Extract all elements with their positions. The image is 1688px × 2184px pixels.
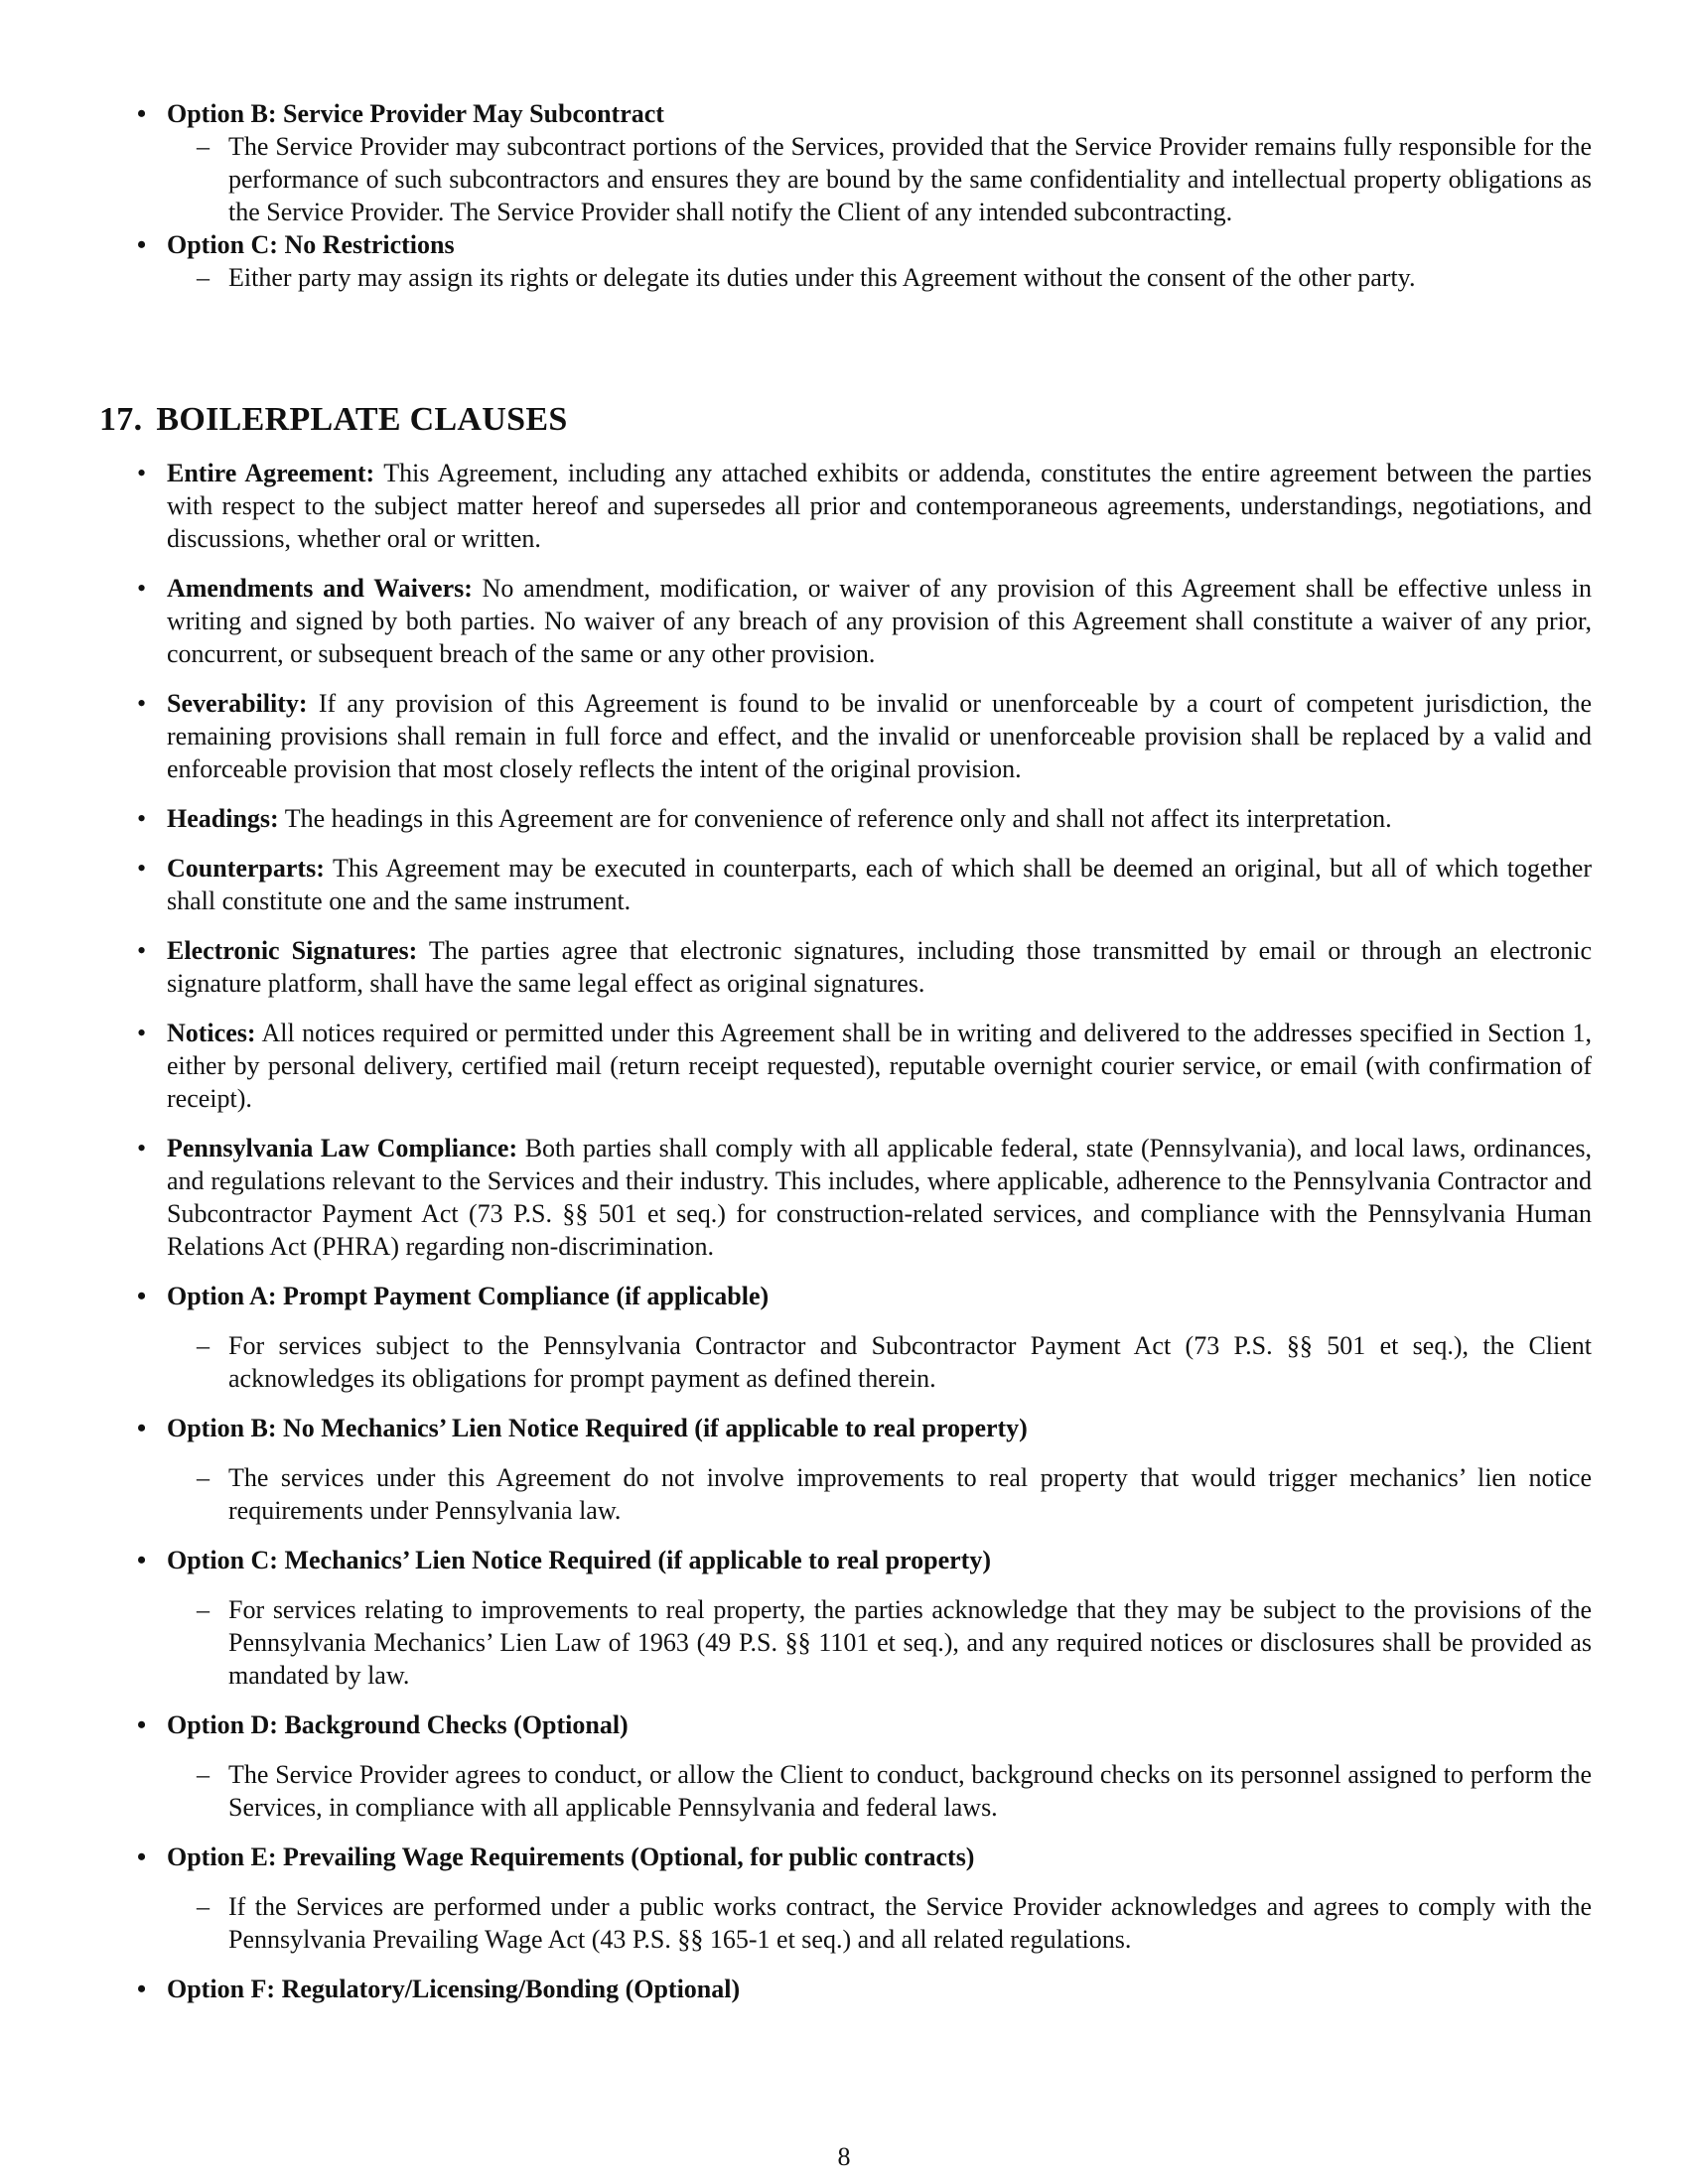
clause-label: Counterparts: [167, 854, 325, 883]
boilerplate-clauses [167, 457, 1592, 2005]
clause-text: If any provision of this Agreement is found to be invalid or unenforceable by a court of competent jurisdiction, the remaining provisions shall remain in full force and effect, and the invalid or unenforceable provision shall be replaced by a valid and enforceable provision that most closely reflects the intent of the original provision. [167, 689, 1592, 783]
option-title: • Option A: Prompt Payment Compliance (if applicable) [167, 1280, 1592, 1312]
clause-text: This Agreement, including any attached exhibits or addenda, constitutes the entire agreement between the parties with respect to the subject matter hereof and supersedes all prior and contemporaneous agreements, understandings, negotiations, and discussions, whether oral or written. [167, 459, 1593, 553]
option-text: – For services subject to the Pennsylvania Contractor and Subcontractor Payment Act (73 P.S. §§ 501 et seq.), the Client acknowledges its obligations for prompt payment as defined therein. [228, 1329, 1592, 1395]
option-text: – The Service Provider agrees to conduct, or allow the Client to conduct, background checks on its personnel assigned to perform the Services, in compliance with all applicable Pennsylvania and federal laws. [228, 1758, 1592, 1824]
clause-text: This Agreement may be executed in counterparts, each of which shall be deemed an original, but all of which together shall constitute one and the same instrument. [167, 854, 1593, 915]
list-item [167, 687, 1592, 785]
option-title: • Option F: Regulatory/Licensing/Bonding (Optional) [167, 1973, 1592, 2005]
clause-label: Entire Agreement: [167, 459, 375, 487]
option-b-subcontract-text: – The Service Provider may subcontract portions of the Services, provided that the Service Provider remains fully responsible for the performance of such subcontractors and ensures they are bound by the same confidentiality and intellectual property obligations as the Service Provider. The Service Provider shall notify the Client of any intended subcontracting. [228, 130, 1592, 228]
clause-text: The parties agree that electronic signatures, including those transmitted by email or through an electronic signature platform, shall have the same legal effect as original signatures. [167, 936, 1593, 998]
list-item [167, 852, 1592, 917]
list-item [167, 1017, 1592, 1115]
list-item [167, 802, 1592, 835]
section-heading [99, 401, 568, 439]
option-text: – The services under this Agreement do not involve improvements to real property that would trigger mechanics’ lien notice requirements under Pennsylvania law. [228, 1461, 1592, 1527]
clause-label: Amendments and Waivers: [167, 574, 473, 603]
option-title: • Option C: Mechanics’ Lien Notice Required (if applicable to real property) [167, 1544, 1592, 1576]
clause-label: Headings: [167, 804, 279, 833]
clause-label: Notices: [167, 1019, 256, 1047]
option-title: • Option D: Background Checks (Optional) [167, 1708, 1592, 1741]
option-text: – For services relating to improvements to real property, the parties acknowledge that they may be subject to the provisions of the Pennsylvania Mechanics’ Lien Law of 1963 (49 P.S. §§ 1101 et seq.), and any required notices or disclosures shall be provided as mandated by law. [228, 1593, 1592, 1692]
list-item [167, 457, 1592, 555]
clause-text: The headings in this Agreement are for convenience of reference only and shall not affect its interpretation. [284, 804, 1392, 833]
list-item [167, 934, 1592, 1000]
clause-label: Electronic Signatures: [167, 936, 418, 965]
option-title: • Option B: No Mechanics’ Lien Notice Required (if applicable to real property) [167, 1412, 1592, 1444]
option-b-subcontract-title: • Option B: Service Provider May Subcontract [167, 97, 1592, 130]
clause-text: All notices required or permitted under this Agreement shall be in writing and delivered to the addresses specified in Section 1, either by personal delivery, certified mail (return receipt requested), reputable overnight courier service, or email (with confirmation of receipt). [167, 1019, 1592, 1113]
clause-text: Both parties shall comply with all applicable federal, state (Pennsylvania), and local laws, ordinances, and regulations relevant to the Services and their industry. This includes, where applicable, adherence to the Pennsylvania Contractor and Subcontractor Payment Act (73 P.S. §§ 501 et seq.) for construction-related services, and compliance with the Pennsylvania Human Relations Act (PHRA) regarding non-discrimination. [167, 1134, 1593, 1261]
option-title: • Option E: Prevailing Wage Requirements (Optional, for public contracts) [167, 1841, 1592, 1873]
option-c-no-restrictions-title: • Option C: No Restrictions [167, 228, 1592, 261]
page-number: 8 [837, 2142, 851, 2171]
clause-text: No amendment, modification, or waiver of any provision of this Agreement shall be effective unless in writing and signed by both parties. No waiver of any breach of any provision of this Agreement shall constitute a waiver of any prior, concurrent, or subsequent breach of the same or any other provision. [167, 574, 1592, 668]
list-item [167, 572, 1592, 670]
section-title: BOILERPLATE CLAUSES [156, 401, 568, 438]
option-text: – If the Services are performed under a public works contract, the Service Provider acknowledges and agrees to comply with the Pennsylvania Prevailing Wage Act (43 P.S. §§ 165-1 et seq.) and all related regulations. [228, 1890, 1592, 1956]
clause-label: Severability: [167, 689, 308, 718]
clause-label: Pennsylvania Law Compliance: [167, 1134, 518, 1162]
section-number: 17. [99, 401, 143, 438]
top-options [167, 97, 1592, 294]
list-item [167, 1132, 1592, 1263]
option-c-no-restrictions-text: – Either party may assign its rights or delegate its duties under this Agreement without the consent of the other party. [228, 261, 1592, 294]
